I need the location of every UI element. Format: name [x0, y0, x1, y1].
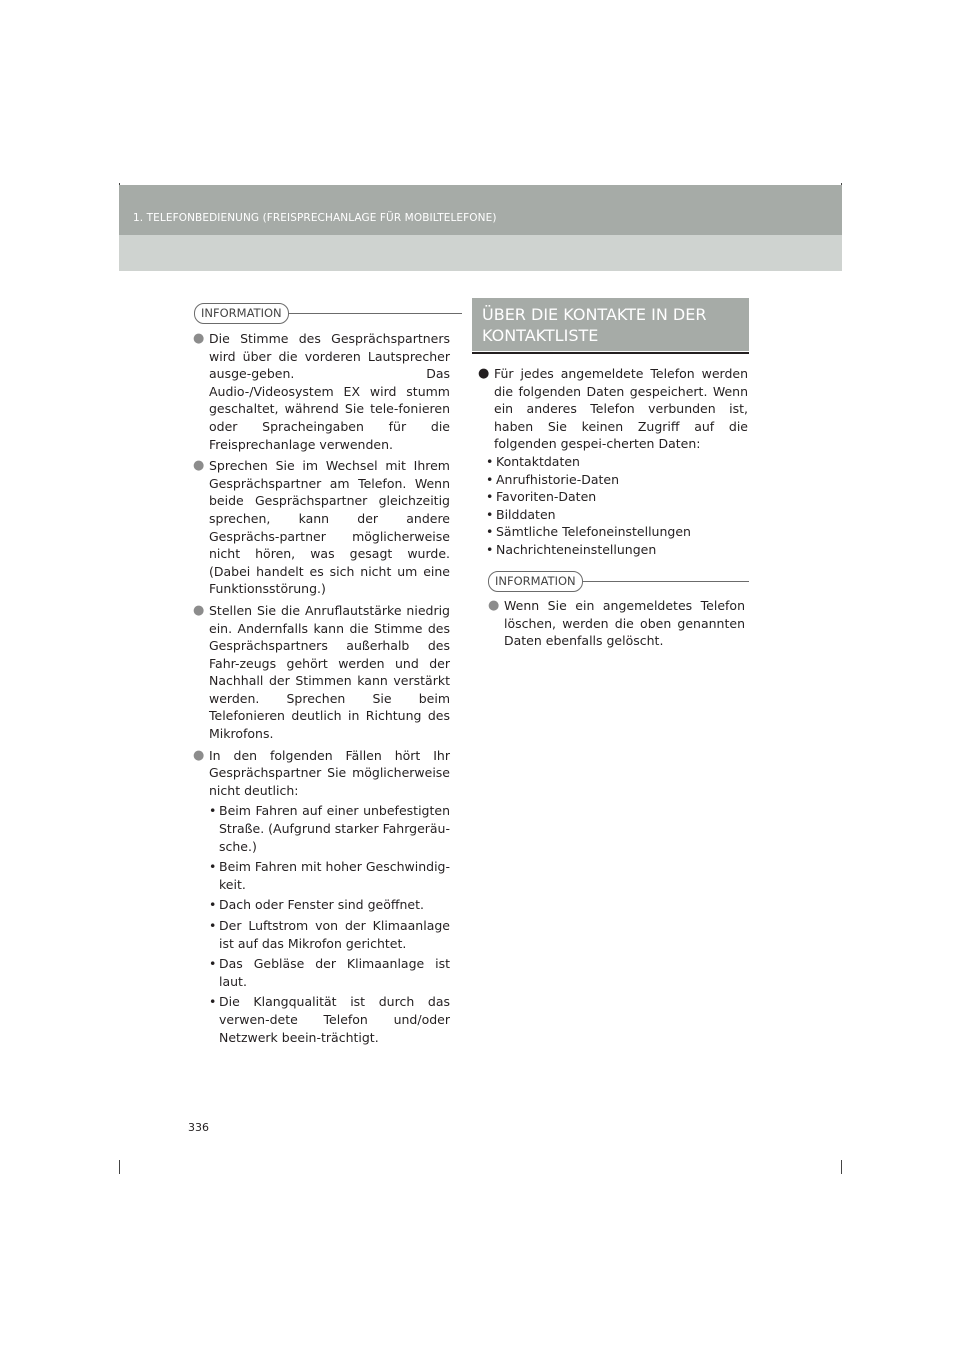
info-label: INFORMATION — [194, 303, 289, 324]
sub-bullet-icon: • — [209, 859, 217, 875]
sub-list-item — [193, 858, 450, 893]
info-item — [193, 747, 450, 800]
left-info-content — [193, 330, 450, 1046]
bullet-icon: ● — [193, 331, 205, 346]
page-header — [119, 185, 842, 271]
section-intro — [478, 365, 748, 453]
sub-bullet-icon: • — [209, 956, 217, 972]
info-item-text: Stellen Sie die Anruflautstärke niedrig ein. Andernfalls kann die Stimme des Gesprächspartners außerhalb des Fahr-zeugs gehört werden und der Nachhall der Stimmen kann verstärkt werden. Sprechen Sie beim Telefonieren deutlich in Richtung des Mikrofons. — [209, 602, 450, 742]
contact-data-text: Kontaktdaten — [496, 453, 580, 469]
contact-data-item — [478, 471, 748, 489]
contact-data-text: Anrufhistorie-Daten — [496, 471, 620, 487]
contact-data-text: Favoriten-Daten — [496, 489, 597, 505]
bullet-icon: ● — [488, 598, 500, 613]
contact-data-item — [478, 523, 748, 541]
crop-mark — [841, 1160, 842, 1174]
sub-list-item — [193, 802, 450, 855]
contact-data-item — [478, 453, 748, 471]
header-strip — [119, 185, 842, 235]
sub-list-item — [193, 993, 450, 1046]
page-number: 336 — [188, 1121, 209, 1134]
sub-item-text: Dach oder Fenster sind geöffnet. — [219, 897, 424, 913]
contact-data-text: Nachrichteneinstellungen — [496, 541, 657, 557]
sub-item-text: Das Gebläse der Klimaanlage ist laut. — [219, 956, 450, 989]
sub-item-text: Die Klangqualität ist durch das verwen-dete Telefon und/oder Netzwerk beein-trächtigt. — [219, 994, 450, 1045]
sub-list-item — [193, 896, 450, 914]
sub-list-item — [193, 955, 450, 990]
sub-bullet-icon: • — [486, 471, 494, 487]
sub-bullet-icon: • — [209, 918, 217, 933]
sub-item-text: Beim Fahren mit hoher Geschwindig-keit. — [219, 859, 450, 892]
sub-bullet-icon: • — [209, 803, 217, 819]
bullet-icon: ● — [193, 602, 205, 618]
crop-mark — [119, 1160, 120, 1174]
section-heading-line: KONTAKTLISTE — [482, 326, 599, 345]
header-title: 1. TELEFONBEDIENUNG (FREISPRECHANLAGE FÜR MOBILTELEFONE) — [133, 212, 497, 224]
contact-data-item — [478, 488, 748, 506]
sub-bullet-icon: • — [486, 489, 494, 505]
sub-bullet-icon: • — [486, 524, 494, 540]
sub-list-item — [193, 917, 450, 952]
info-item — [193, 330, 450, 453]
sub-bullet-icon: • — [209, 994, 217, 1010]
bullet-icon: ● — [193, 458, 205, 474]
sub-bullet-icon: • — [486, 506, 494, 522]
section-intro-text: Für jedes angemeldete Telefon werden die folgenden Daten gespeichert. Wenn ein anderes Telefon verbunden ist, haben Sie keinen Zugriff auf die folgenden gespei-cherten Daten: — [494, 366, 748, 452]
sub-item-text: Der Luftstrom von der Klimaanlage ist auf das Mikrofon gerichtet. — [219, 918, 450, 951]
contact-data-text: Sämtliche Telefoneinstellungen — [496, 524, 691, 540]
info-item — [193, 457, 450, 598]
info-item-text: Wenn Sie ein angemeldetes Telefon löschen, werden die oben genannten Daten ebenfalls gelöscht. — [504, 598, 745, 649]
sub-item-text: Beim Fahren auf einer unbefestigten Straße. (Aufgrund starker Fahrgeräu-sche.) — [219, 803, 450, 854]
contact-data-item — [478, 541, 748, 559]
info-item-text: In den folgenden Fällen hört Ihr Gesprächspartner Sie möglicherweise nicht deutlich: — [209, 747, 450, 798]
sub-bullet-icon: • — [209, 897, 217, 913]
right-info-content — [488, 597, 745, 650]
info-item — [193, 602, 450, 743]
contact-data-text: Bilddaten — [496, 506, 556, 522]
section-heading — [472, 298, 749, 351]
info-label: INFORMATION — [488, 571, 583, 592]
info-item-text: Sprechen Sie im Wechsel mit Ihrem Gesprächspartner am Telefon. Wenn beide Gesprächspartner gleichzeitig sprechen, kann der andere Gesprächs-partner möglicherweise nicht hören, was gesagt wurde. (Dabei handelt es sich nicht um eine Funktionsstörung.) — [209, 458, 450, 597]
info-item-text: Die Stimme des Gesprächspartners wird über die vorderen Lautsprecher ausge-geben. Das Audio-/Videosystem EX wird stumm geschaltet, während Sie tele-fonieren oder Spracheingaben für die Freisprechanlage verwenden. — [209, 331, 450, 452]
section-heading-line: ÜBER DIE KONTAKTE IN DER — [482, 305, 707, 324]
bullet-icon: ● — [478, 366, 490, 381]
bullet-icon: ● — [193, 747, 205, 763]
info-item — [488, 597, 745, 650]
sub-bullet-icon: • — [486, 541, 494, 557]
contact-data-item — [478, 506, 748, 524]
section-underline — [472, 352, 749, 354]
sub-bullet-icon: • — [486, 453, 494, 469]
section-content — [478, 365, 748, 559]
